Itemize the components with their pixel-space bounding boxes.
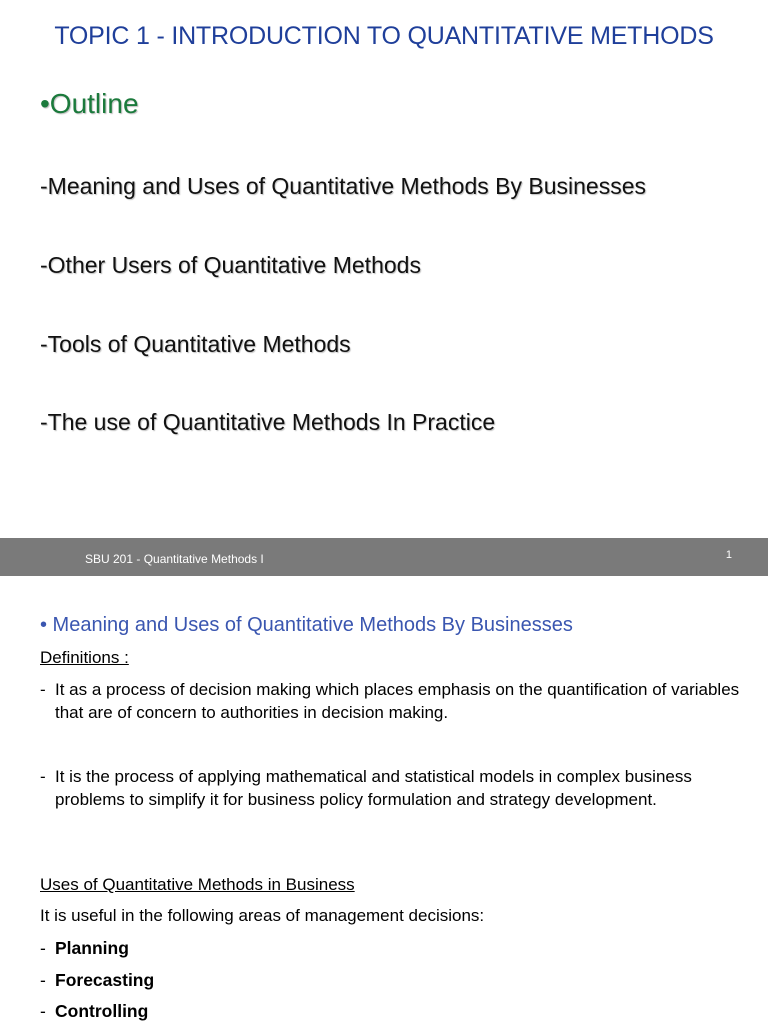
area-label: Planning — [55, 938, 129, 958]
outline-heading: •Outline — [40, 88, 139, 119]
outline-item: -Meaning and Uses of Quantitative Methods By Businesses — [40, 173, 646, 199]
slide-2 — [0, 576, 768, 1024]
definition-item — [40, 678, 740, 724]
uses-intro: It is useful in the following areas of management decisions: — [40, 906, 485, 925]
outline-item: -Other Users of Quantitative Methods — [40, 252, 421, 278]
section-heading: • Meaning and Uses of Quantitative Methods By Businesses — [40, 614, 573, 636]
list-dash: - — [40, 680, 46, 699]
area-label: Controlling — [55, 1001, 149, 1021]
page-number: 1 — [725, 549, 732, 561]
outline-item: -Tools of Quantitative Methods — [40, 331, 351, 357]
footer-course-title: SBU 201 - Quantitative Methods I — [85, 552, 264, 566]
definition-text: It is the process of applying mathematical and statistical models in complex business problems to simplify it for business policy formulation and strategy development. — [55, 767, 692, 809]
definition-text: It as a process of decision making which places emphasis on the quantification of variables that are of concern to authorities in decision making. — [55, 680, 740, 722]
list-dash: - — [40, 970, 46, 990]
list-dash: - — [40, 938, 46, 958]
area-item — [40, 970, 154, 991]
slide-title: TOPIC 1 - INTRODUCTION TO QUANTITATIVE METHODS — [54, 22, 714, 50]
list-dash: - — [40, 767, 46, 786]
definitions-label: Definitions : — [40, 648, 129, 667]
slide-footer — [0, 538, 768, 576]
area-item — [40, 938, 129, 959]
definition-item — [40, 765, 740, 811]
area-item — [40, 1001, 148, 1022]
uses-label: Uses of Quantitative Methods in Business — [40, 875, 355, 894]
outline-item: -The use of Quantitative Methods In Practice — [40, 409, 496, 435]
area-label: Forecasting — [55, 970, 155, 990]
list-dash: - — [40, 1001, 46, 1021]
